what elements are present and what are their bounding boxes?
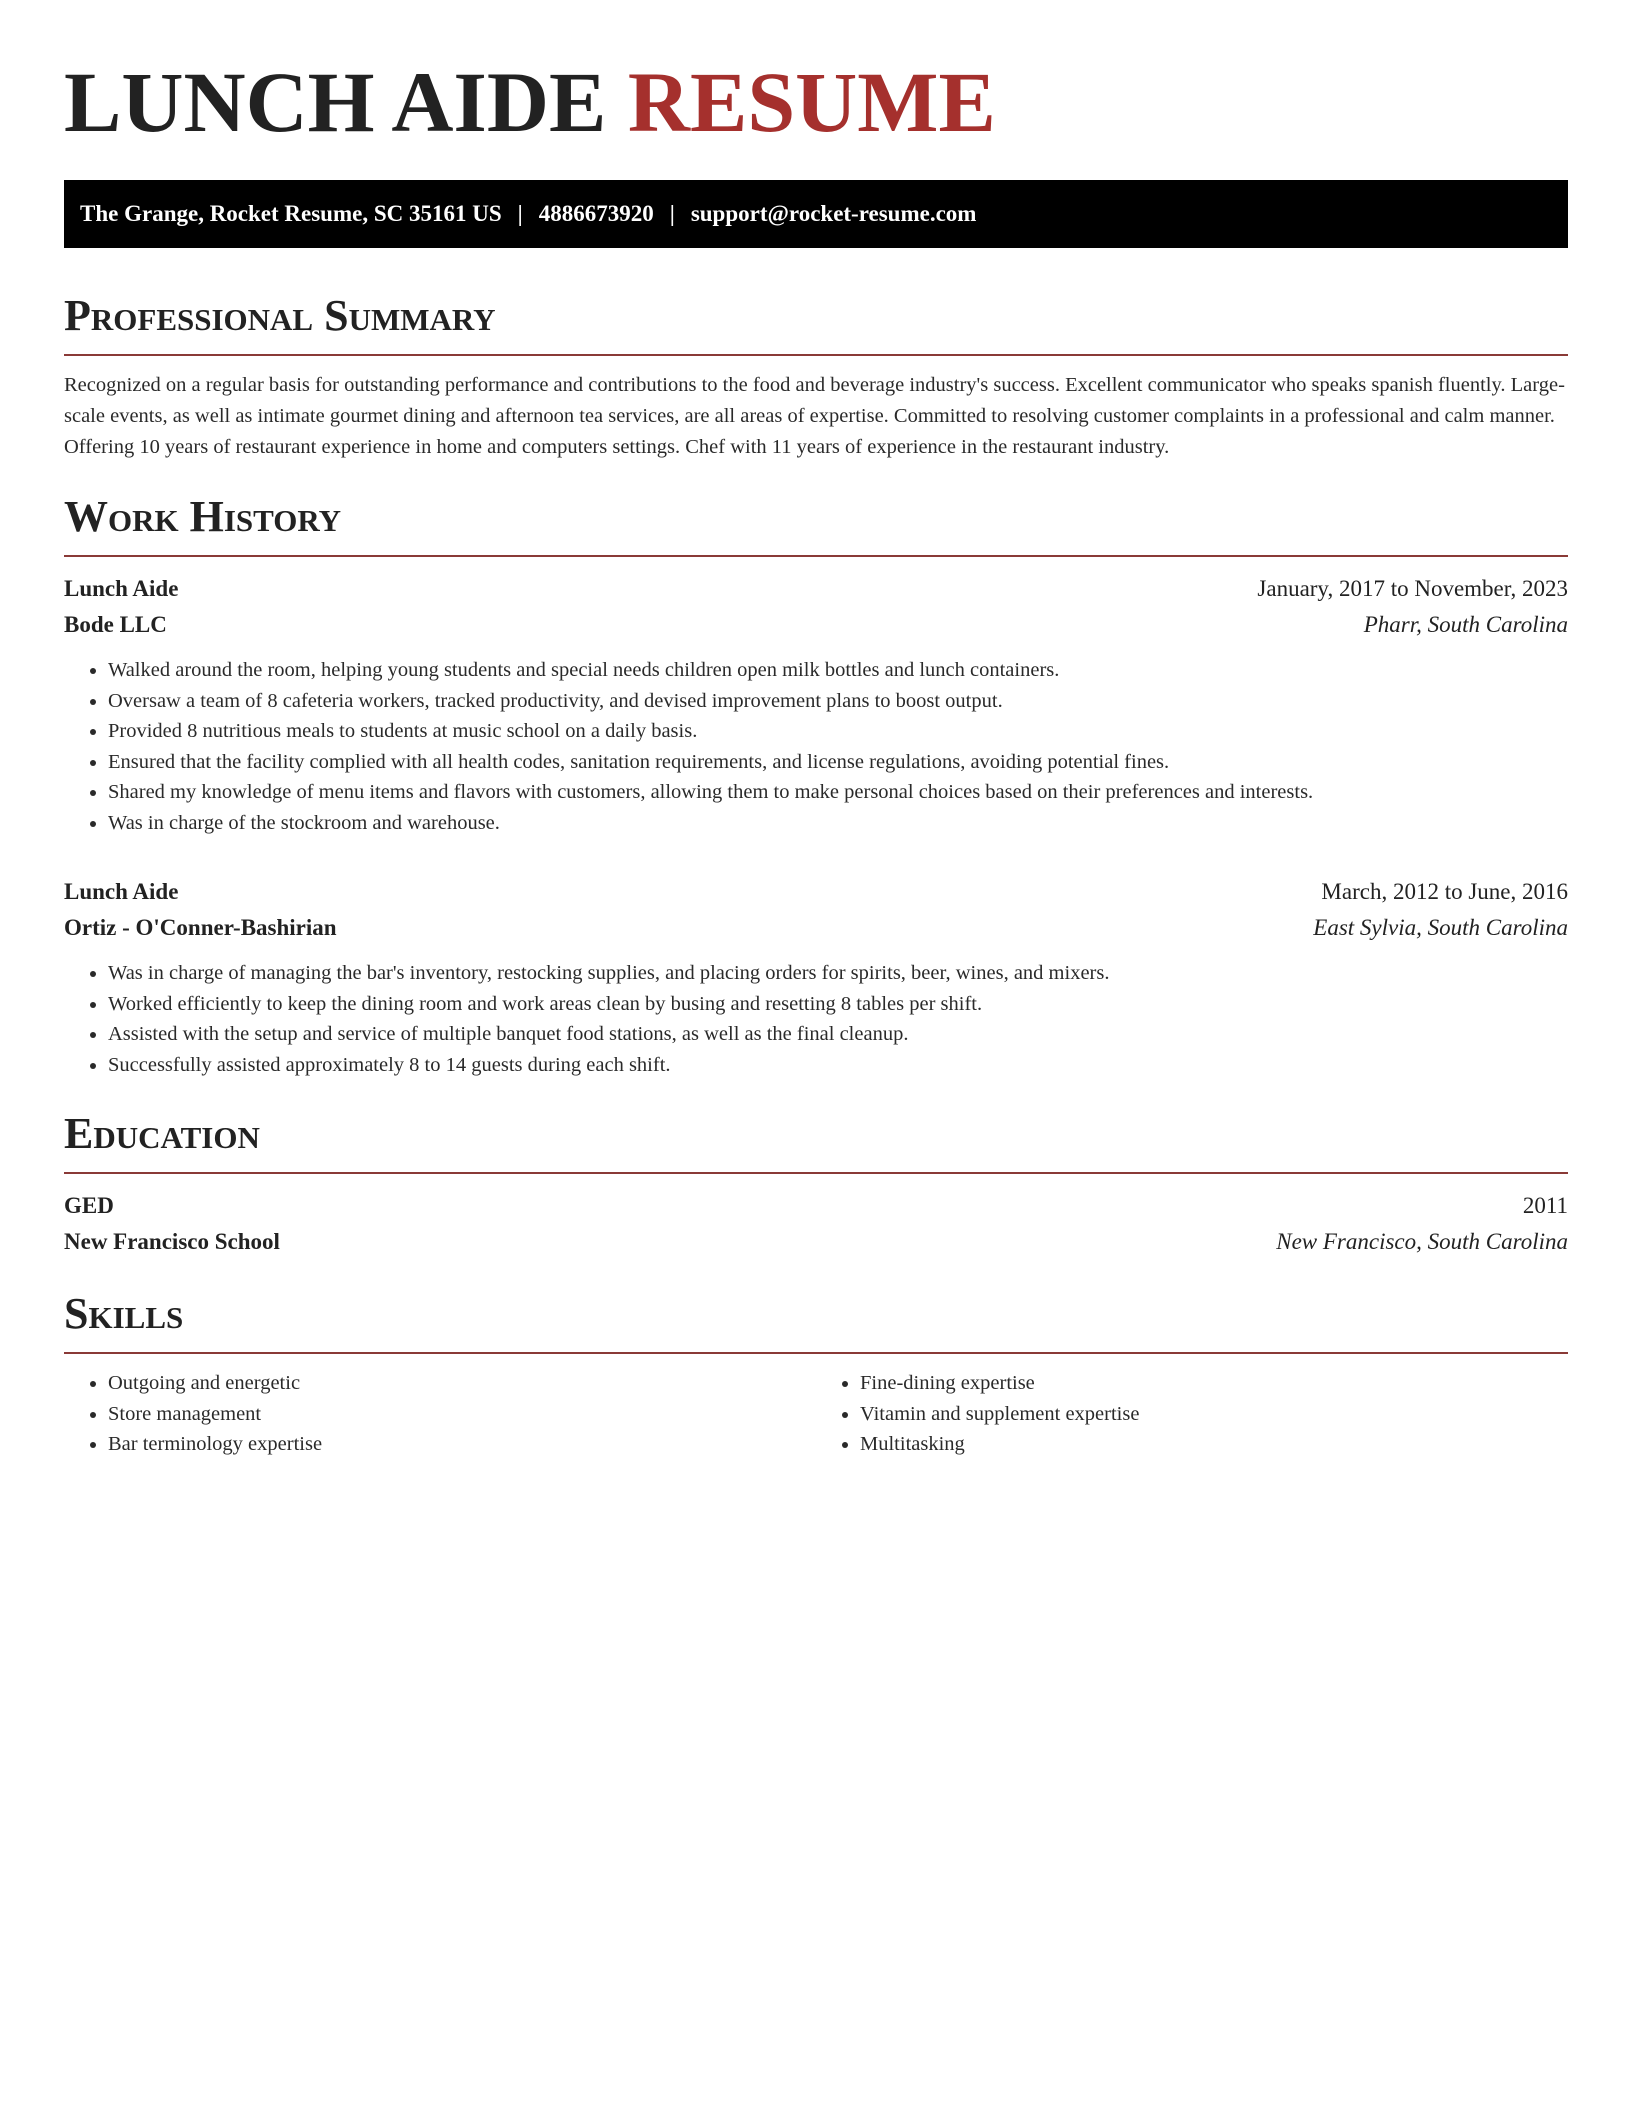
job-location: Pharr, South Carolina — [1363, 612, 1568, 637]
contact-separator: | — [517, 201, 523, 226]
job-bullets — [64, 655, 1568, 838]
job-bullet: • Successfully assisted approximately 8 to 14 guests during each shift. — [108, 1050, 1568, 1081]
contact-address: The Grange, Rocket Resume, SC 35161 US — [80, 201, 502, 226]
job-title: Lunch Aide — [64, 576, 179, 601]
contact-separator: | — [669, 201, 675, 226]
education-year: 2011 — [1522, 1193, 1568, 1218]
skills-list-right — [816, 1368, 1568, 1460]
education-location: New Francisco, South Carolina — [1276, 1229, 1568, 1254]
contact-phone: 4886673920 — [538, 201, 654, 226]
title-accent: RESUME — [627, 54, 996, 150]
job-bullet: • Assisted with the setup and service of multiple banquet food stations, as well as the final cleanup. — [108, 1019, 1568, 1050]
summary-section — [64, 292, 1568, 463]
job-title: Lunch Aide — [64, 879, 179, 904]
contact-email: support@rocket-resume.com — [690, 201, 977, 226]
summary-text: Recognized on a regular basis for outstanding performance and contributions to the food and beverage industry's success. Excellent communicator who speaks spanish fluently. Large-scale events, as well as intimate gourmet dining and afternoon tea services, are all areas of expertise. Committed to resolving customer complaints in a professional and calm manner. Offering 10 years of restaurant experience in home and computers settings. Chef with 11 years of experience in the restaurant industry. — [64, 374, 1565, 458]
skill-item: • Bar terminology expertise — [108, 1429, 816, 1460]
title-main: LUNCH AIDE — [64, 54, 607, 150]
job-bullet: • Provided 8 nutritious meals to students at music school on a daily basis. — [108, 716, 1568, 747]
section-divider — [64, 1172, 1568, 1174]
education-section — [64, 1110, 1568, 1260]
skill-item: • Vitamin and supplement expertise — [860, 1399, 1568, 1430]
job-bullet: • Worked efficiently to keep the dining room and work areas clean by busing and resetting 8 tables per shift. — [108, 989, 1568, 1020]
job-company: Ortiz - O'Conner-Bashirian — [64, 915, 337, 940]
work-history-heading: Work History — [64, 492, 342, 541]
job-location: East Sylvia, South Carolina — [1313, 915, 1568, 940]
job-bullet: • Was in charge of managing the bar's inventory, restocking supplies, and placing orders for spirits, beer, wines, and mixers. — [108, 958, 1568, 989]
education-school: New Francisco School — [64, 1229, 280, 1254]
skill-item: • Outgoing and energetic — [108, 1368, 816, 1399]
section-divider — [64, 354, 1568, 356]
resume-title — [64, 52, 1568, 152]
contact-bar — [64, 180, 1568, 248]
skills-heading: Skills — [64, 1289, 184, 1338]
skills-list-left — [64, 1368, 816, 1460]
job-bullets — [64, 958, 1568, 1080]
job-company-row — [64, 607, 1568, 643]
education-heading: Education — [64, 1109, 260, 1158]
job-entry — [64, 571, 1568, 838]
job-bullet: • Oversaw a team of 8 cafeteria workers, tracked productivity, and devised improvement plans to boost output. — [108, 686, 1568, 717]
job-header-row — [64, 874, 1568, 910]
job-dates: January, 2017 to November, 2023 — [1257, 576, 1568, 601]
skills-grid — [64, 1368, 1568, 1460]
job-bullet: • Was in charge of the stockroom and warehouse. — [108, 808, 1568, 839]
skill-item: • Fine-dining expertise — [860, 1368, 1568, 1399]
education-degree: GED — [64, 1193, 114, 1218]
section-divider — [64, 555, 1568, 557]
job-bullet: • Ensured that the facility complied with all health codes, sanitation requirements, and license regulations, avoiding potential fines. — [108, 747, 1568, 778]
job-bullet: • Walked around the room, helping young students and special needs children open milk bottles and lunch containers. — [108, 655, 1568, 686]
job-company: Bode LLC — [64, 612, 167, 637]
work-history-section — [64, 493, 1568, 1080]
skill-item: • Store management — [108, 1399, 816, 1430]
summary-heading: Professional Summary — [64, 291, 496, 340]
job-dates: March, 2012 to June, 2016 — [1321, 879, 1568, 904]
job-bullet: • Shared my knowledge of menu items and flavors with customers, allowing them to make personal choices based on their preferences and interests. — [108, 777, 1568, 808]
skill-item: • Multitasking — [860, 1429, 1568, 1460]
section-divider — [64, 1352, 1568, 1354]
job-company-row — [64, 910, 1568, 946]
education-row — [64, 1188, 1568, 1224]
skills-section — [64, 1290, 1568, 1460]
job-header-row — [64, 571, 1568, 607]
job-entry — [64, 874, 1568, 1080]
education-school-row — [64, 1224, 1568, 1260]
